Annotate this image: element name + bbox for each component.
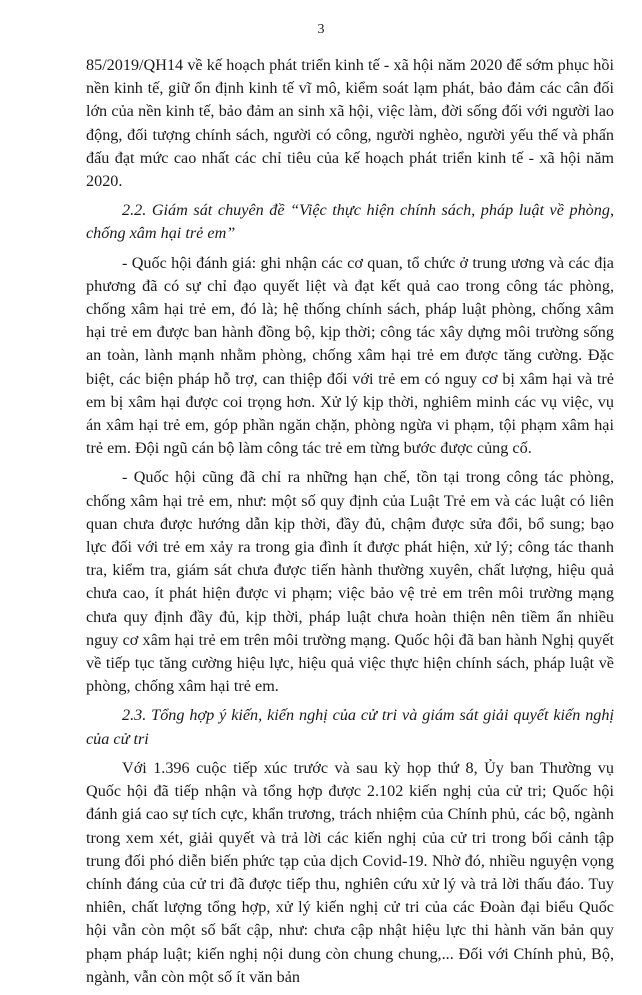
paragraph-continuation: 85/2019/QH14 về kế hoạch phát triển kinh tế - xã hội năm 2020 để sớm phục hồi nền kinh tế, giữ ổn định kinh tế vĩ mô, kiểm soát lạm phát, bảo đảm các cân đối lớn của nền kinh tế, bảo đảm an sinh xã hội, việc làm, đời sống đối với người lao động, đối tượng chính sách, người có công, người nghèo, người yếu thế và phấn đấu đạt mức cao nhất các chỉ tiêu của kế hoạch phát triển kinh tế - xã hội năm 2020. <box>86 56 614 191</box>
document-body <box>86 54 614 995</box>
paragraph-limitations: - Quốc hội cũng đã chỉ ra những hạn chế, tồn tại trong công tác phòng, chống xâm hại trẻ em, như: một số quy định của Luật Trẻ em và các luật có liên quan chưa được hướng dẫn kịp thời, đầy đủ, chậm được sửa đổi, bổ sung; bạo lực đối với trẻ em xảy ra trong gia đình ít được phát hiện, xử lý; công tác thanh tra, kiểm tra, giám sát chưa được tiến hành thường xuyên, chất lượng, hiệu quả chưa cao, ít phát hiện được vi phạm; việc bảo vệ trẻ em trên môi trường mạng chưa quy định đầy đủ, kịp thời, pháp luật chưa hoàn thiện nên tiềm ẩn nhiều nguy cơ xâm hại trẻ em trên môi trường mạng. Quốc hội đã ban hành Nghị quyết về tiếp tục tăng cường hiệu lực, hiệu quả việc thực hiện chính sách, pháp luật về phòng, chống xâm hại trẻ em. <box>86 468 614 696</box>
page-number: 3 <box>317 22 325 37</box>
section-heading-2-3: 2.3. Tổng hợp ý kiến, kiến nghị của cử tri và giám sát giải quyết kiến nghị của cử tri <box>86 706 614 748</box>
paragraph-voter-petitions: Với 1.396 cuộc tiếp xúc trước và sau kỳ họp thứ 8, Ủy ban Thường vụ Quốc hội đã tiếp nhận và tổng hợp được 2.102 kiến nghị của cử tri; Quốc hội đánh giá cao sự tích cực, khẩn trương, trách nhiệm của Chính phủ, các bộ, ngành trong xem xét, giải quyết và trả lời các kiến nghị của cử tri trong bối cảnh tập trung đối phó diễn biến phức tạp của dịch Covid-19. Nhờ đó, nhiều nguyện vọng chính đáng của cử tri đã được tiếp thu, nghiên cứu xử lý và trả lời thấu đáo. Tuy nhiên, chất lượng tổng hợp, xử lý kiến nghị cử tri của các Đoàn đại biểu Quốc hội vẫn còn một số bất cập, như: chưa cập nhật hiệu lực thi hành văn bản quy phạm pháp luật; kiến nghị nội dung còn chung chung,... Đối với Chính phủ, Bộ, ngành, vẫn còn một số ít văn bản <box>86 758 614 986</box>
paragraph-assessment: - Quốc hội đánh giá: ghi nhận các cơ quan, tổ chức ở trung ương và các địa phương đã có sự chỉ đạo quyết liệt và đạt kết quả cao trong công tác phòng, chống xâm hại trẻ em, đó là; hệ thống chính sách, pháp luật phòng, chống xâm hại trẻ em được ban hành đồng bộ, kịp thời; công tác xây dựng môi trường sống an toàn, lành mạnh nhằm phòng, chống xâm hại trẻ em được tăng cường. Đặc biệt, các biện pháp hỗ trợ, can thiệp đối với trẻ em có nguy cơ bị xâm hại và trẻ em bị xâm hại được coi trọng hơn. Xử lý kịp thời, nghiêm minh các vụ việc, vụ án xâm hại trẻ em, góp phần ngăn chặn, phòng ngừa vi phạm, tội phạm xâm hại trẻ em. Đội ngũ cán bộ làm công tác trẻ em từng bước được củng cố. <box>86 253 614 458</box>
section-heading-2-2: 2.2. Giám sát chuyên đề “Việc thực hiện chính sách, pháp luật về phòng, chống xâm hại trẻ em” <box>86 201 614 243</box>
